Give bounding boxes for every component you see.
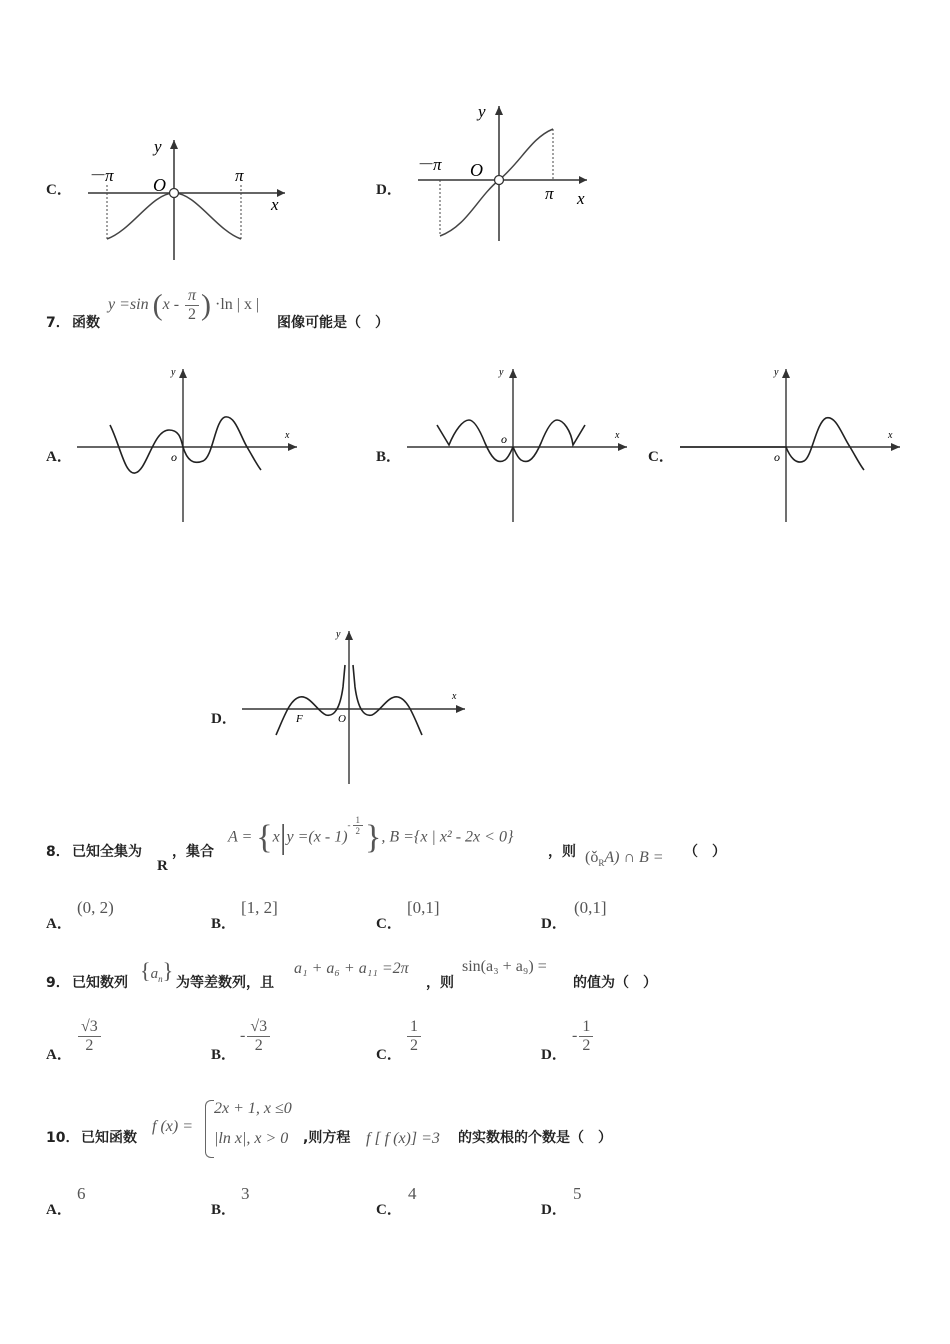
q10-text-3: 的实数根的个数是（ ） [458,1130,612,1146]
q7-option-c-label: C． [648,449,674,465]
q7-d-x-label: x [452,691,457,702]
q7-d-y-label: y [336,629,341,640]
q7-number: 7． [46,315,70,331]
q8-option-b-label: B． [211,916,237,932]
q9-option-a-value: $\frac{√3}{2}$ [76,1018,103,1055]
q9-option-b-label: B． [211,1047,237,1063]
q9-text-3: ，则 [426,975,454,991]
q6-option-d-label: D． [376,182,402,198]
q8-set-expression: A = {x|y =(x - 1)$^{- \frac{1}{2}}$ }, B ={x | x² - 2x < 0} [228,815,514,856]
q7-option-c-graph [678,365,908,525]
q6-c-neg-pi: －π [88,166,114,185]
q6-c-pi: π [235,166,244,185]
q8-number: 8． [46,844,70,860]
q10-text-2: ,则方程 [303,1130,351,1146]
q7-b-x-label: x [615,430,620,441]
q9-condition: a₁ + a₆ + a₁₁ =2π [294,960,409,977]
q8-text-3: ，则 [548,844,576,860]
q8-answer-paren: （ ） [684,844,726,860]
q8-option-c-label: C． [376,916,402,932]
q7-option-a-graph [75,365,305,525]
q7-a-x-label: x [285,430,290,441]
q6-option-c-graph [80,135,290,265]
q10-option-b-value: 3 [241,1184,250,1203]
q6-c-x-label: x [271,195,279,214]
q8-option-a-value: (0, 2) [77,898,114,917]
q9-expression: sin(a₃ + a₉) = [462,958,547,975]
q10-option-d-value: 5 [573,1184,582,1203]
q9-text-1: 已知数列 [72,975,128,991]
q6-c-origin: O [153,175,166,195]
q7-c-y-label: y [774,367,779,378]
q8-option-d-label: D． [541,916,567,932]
q9-number: 9． [46,975,70,991]
q8-option-c-value: [0,1] [407,898,440,917]
q7-option-d-graph [240,627,470,787]
q10-number: 10． [46,1130,80,1146]
q7-d-f-label: F [296,713,303,725]
q10-option-c-value: 4 [408,1184,417,1203]
q10-case-2: |ln x|, x > 0 [214,1130,289,1147]
q6-d-x-label: x [577,189,585,208]
q7-option-b-label: B． [376,449,402,465]
q10-option-a-label: A． [46,1202,72,1218]
q9-text-4: 的值为（ ） [573,975,657,991]
q9-sequence: $\{a_n\}$ [140,958,174,984]
q8-universal-set: R [157,858,168,874]
q8-text-2: ，集合 [172,844,214,860]
q7-function: y =sin (x - $\frac{\pi}{2}$ ) ·ln | x | [108,287,260,323]
q10-brace [205,1100,214,1158]
q10-option-a-value: 6 [77,1184,86,1203]
q8-option-b-value: [1, 2] [241,898,278,917]
q10-text-1: 已知函数 [81,1130,137,1146]
q7-a-y-label: y [171,367,176,378]
q6-option-d-graph [412,98,592,243]
q7-c-origin: o [774,450,780,464]
q7-b-origin: o [501,432,507,446]
q7-prefix: 函数 [72,315,100,331]
q6-d-pi: π [545,184,554,203]
q6-c-y-label: y [154,137,162,156]
q10-function-lhs: f (x) = [152,1118,193,1135]
q6-d-origin: O [470,160,483,180]
q7-option-d-label: D． [211,711,237,727]
q7-option-a-label: A． [46,449,72,465]
q6-d-y-label: y [478,102,486,121]
q10-option-b-label: B． [211,1202,237,1218]
q9-text-2: 为等差数列，且 [176,975,274,991]
q9-option-d-value: - $\frac{1}{2}$ [572,1018,595,1055]
q6-d-neg-pi: －π [416,155,442,174]
q9-option-a-label: A． [46,1047,72,1063]
q7-a-origin: o [171,450,177,464]
q9-option-c-label: C． [376,1047,402,1063]
q10-case-1: 2x + 1, x ≤0 [214,1100,292,1117]
q9-option-b-value: - $\frac{√3}{2}$ [240,1018,272,1055]
q10-equation: f [ f (x)] =3 [366,1130,440,1147]
q7-suffix: 图像可能是（ ） [277,315,389,331]
q8-text-1: 已知全集为 [72,844,142,860]
q6-option-c-label: C． [46,182,72,198]
q7-c-x-label: x [888,430,893,441]
q10-option-d-label: D． [541,1202,567,1218]
q7-option-b-graph [405,365,635,525]
q9-option-d-label: D． [541,1047,567,1063]
q7-d-origin: O [338,713,346,725]
q8-option-d-value: (0,1] [574,898,607,917]
q10-option-c-label: C． [376,1202,402,1218]
q9-option-c-value: $\frac{1}{2}$ [405,1018,423,1055]
q8-complement-expression: $(ǒ_RA)$ ∩ B = [585,849,664,869]
q7-b-y-label: y [499,367,504,378]
q8-option-a-label: A． [46,916,72,932]
